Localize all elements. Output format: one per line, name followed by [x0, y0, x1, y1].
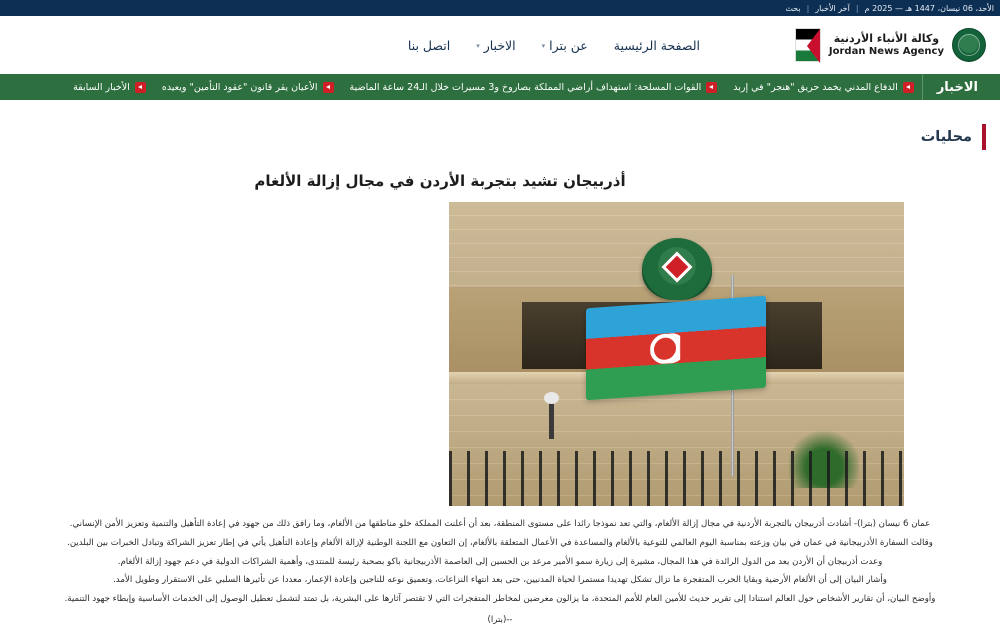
topbar-separator-2: |	[806, 3, 810, 13]
photo-fence	[449, 451, 904, 506]
nav-item-home[interactable]	[614, 38, 700, 53]
article-figure	[545, 202, 1000, 506]
article-paragraph: عمان 6 نيسان (بترا)- أشادت أذربيجان بالتجربة الأردنية في مجال إزالة الألغام، والتي تعد نموذجا رائدا على مستوى المنطقة، بعد أن أعلنت المملكة خلو مناطقها من الألغام، وما رافق ذلك من جهود في إعادة التأهيل والتنمية وتعزيز الأمن الإنساني.	[69, 519, 931, 529]
ticker-item[interactable]	[73, 82, 146, 93]
brand-name-en: Jordan News Agency	[828, 45, 944, 57]
play-bullet-icon	[323, 82, 334, 93]
chevron-down-icon: ▾	[541, 42, 546, 50]
article-title: أذربيجان تشيد بتجربة الأردن في مجال إزالة الألغام	[254, 172, 626, 190]
ticker-item-label: الدفاع المدني يخمد حريق "هنجر" في إربد	[733, 81, 898, 93]
ticker-track[interactable]	[0, 74, 922, 100]
article-paragraph: وأوضح البيان، أن تقارير الأشخاص حول العالم استنادا إلى تقرير حديث للأمين العام للأمم المتحدة، ما يزالون معرضين لمخاطر المتفجرات التي لا تقتصر آثارها على البشرية، بل تمتد لتشمل تعطيل الوصول إلى الخدمات الأساسية وإبطاء جهود التنمية.	[64, 594, 936, 604]
nav-item-contact[interactable]	[408, 38, 450, 53]
ticker-item[interactable]	[162, 82, 334, 93]
nav-item-about[interactable]	[542, 38, 588, 53]
main-navigation	[408, 16, 700, 74]
ticker-label: الاخبار	[922, 74, 1000, 100]
section-heading	[0, 100, 1000, 154]
article-source: --(بترا)	[487, 614, 513, 625]
ticker-item[interactable]	[350, 82, 718, 93]
nav-item-news-label: الاخبار	[483, 37, 516, 53]
play-bullet-icon	[903, 82, 914, 93]
article-paragraph: وعدت أذربيجان أن الأردن يعد من الدول الرائدة في هذا المجال، مشيرة إلى زيارة سمو الأمير مرعد بن الحسين إلى العاصمة الأذربيجانية باكو بصحبة رئيسة للمنتدى، وأهمية الشراكات الدولية في دعم جهود إزالة الألغام.	[117, 556, 883, 567]
article-image	[449, 202, 904, 506]
chevron-down-icon: ▾	[476, 42, 480, 50]
top-utility-bar	[0, 0, 1000, 16]
topbar-search-link[interactable]: بحث	[785, 3, 801, 13]
article-body	[0, 506, 1000, 629]
page-title: محليات	[920, 129, 972, 145]
azerbaijan-emblem-icon	[642, 238, 712, 300]
brand-name-ar: وكالة الأنباء الأردنية	[833, 31, 940, 45]
nav-item-news[interactable]	[476, 38, 515, 53]
article-paragraph: وقالت السفارة الأذربيجانية في عمان في بيان وزعته بمناسبة اليوم العالمي للتوعية بالألغام والمساعدة في الأعمال المتعلقة بالألغام، إن التعاون مع اللجنة الوطنية لإزالة الألغام وإعادة التأهيل يأتي في إطار تعزيز الشراكة وتبادل الخبرات بين البلدين.	[67, 537, 933, 548]
jordan-flag-icon	[795, 28, 821, 62]
topbar-date: الأحد، 06 نيسان، 1447 هـ — 2025 م	[864, 3, 994, 13]
national-seal-icon	[952, 28, 986, 62]
ticker-item-label: الأخبار السابقة	[73, 81, 130, 93]
play-bullet-icon	[135, 82, 146, 93]
nav-item-contact-label: اتصل بنا	[407, 37, 451, 53]
nav-item-home-label: الصفحة الرئيسية	[613, 37, 700, 53]
section-accent-bar	[982, 124, 986, 150]
ticker-item-label: القوات المسلحة: استهداف أراضي المملكة بصاروخ و3 مسيرات خلال الـ24 ساعة الماضية	[349, 81, 702, 93]
article	[0, 154, 1000, 629]
topbar-separator-1: |	[855, 3, 859, 13]
article-paragraph: وأشار البيان إلى أن الألغام الأرضية وبقايا الحرب المتفجرة ما تزال تشكل تهديدا مستمرا لحياة المدنيين، حتى بعد انتهاء النزاعات، وتعميق نوعه للناجين وإعادة الإعمار، معددا عن تأثيرها السلبي على الاستقرار وطويل الأمد.	[113, 575, 887, 586]
news-ticker	[0, 74, 1000, 100]
street-lamp	[549, 399, 554, 439]
azerbaijan-flag-icon	[586, 296, 766, 401]
site-header	[0, 16, 1000, 74]
topbar-latest-news-link[interactable]: آخر الأخبار	[815, 3, 850, 13]
ticker-item-label: الأعيان يقر قانون "عقود التأمين" ويعيده	[161, 81, 318, 93]
brand-logo[interactable]	[795, 28, 986, 62]
nav-item-about-label: عن بترا	[549, 37, 588, 53]
play-bullet-icon	[706, 82, 717, 93]
ticker-item[interactable]	[733, 82, 914, 93]
